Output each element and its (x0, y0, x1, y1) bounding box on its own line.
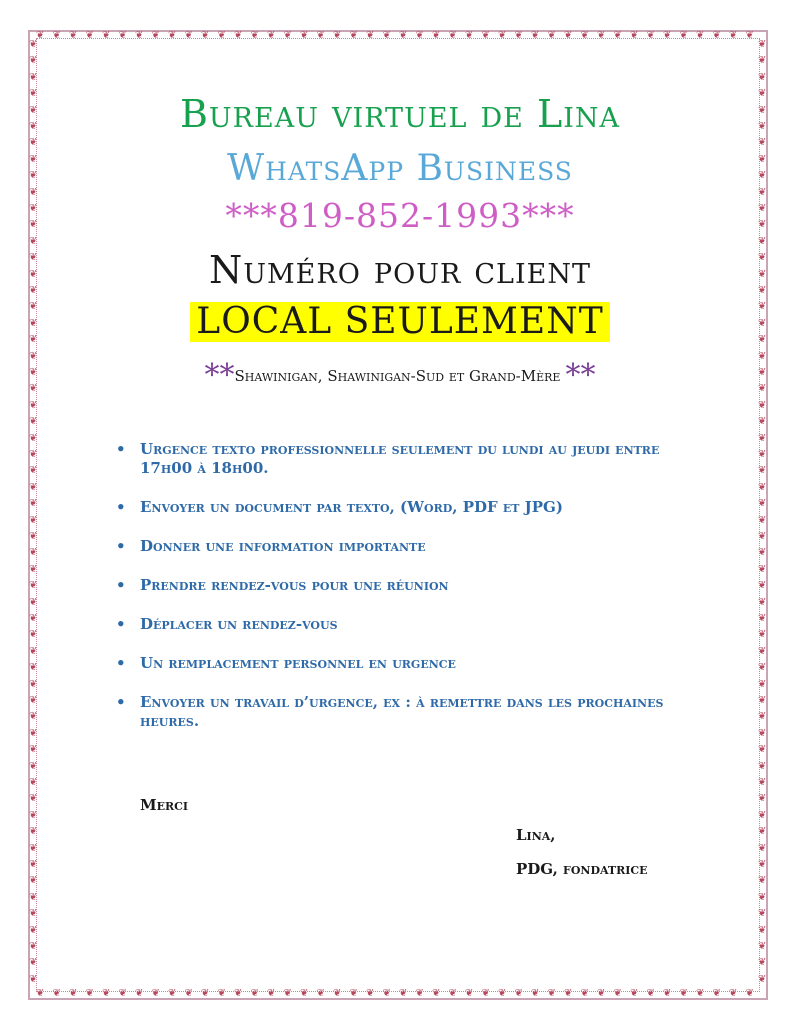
frame-ornament: ❦ (432, 30, 441, 41)
frame-ornament: ❦ (547, 30, 556, 41)
frame-ornament: ❦ (29, 170, 38, 182)
list-item: • Envoyer un document par texto, (Word, PDF et JPG) (110, 498, 710, 517)
frame-ornament: ❦ (465, 30, 474, 41)
list-item: • Un remplacement personnel en urgence (110, 654, 710, 673)
frame-ornament: ❦ (283, 30, 292, 41)
frame-ornament: ❦ (135, 30, 144, 41)
frame-ornament: ❦ (758, 317, 767, 329)
frame-ornament: ❦ (758, 760, 767, 772)
list-item: • Urgence texto professionnelle seulement du lundi au jeudi entre 17h00 à 18h00. (110, 440, 710, 478)
list-item: • Donner une information importante (110, 537, 710, 556)
frame-ornament: ❦ (758, 924, 767, 936)
frame-ornament: ❦ (758, 55, 767, 67)
frame-ornament: ❦ (514, 988, 523, 999)
frame-ornament: ❦ (758, 777, 767, 788)
frame-ornament: ❦ (349, 30, 358, 41)
frame-ornament: ❦ (29, 301, 38, 313)
frame-ornament: ❦ (29, 416, 38, 428)
frame-ornament: ❦ (679, 988, 688, 999)
frame-ornament: ❦ (758, 432, 767, 444)
frame-ornament: ❦ (29, 203, 38, 214)
frame-ornament: ❦ (29, 334, 38, 346)
frame-ornament: ❦ (758, 449, 767, 460)
frame-ornament: ❦ (729, 988, 738, 999)
list-item: • Prendre rendez-vous pour une réunion (110, 576, 710, 595)
frame-ornament: ❦ (758, 481, 767, 493)
frame-ornament: ❦ (29, 613, 38, 624)
frame-ornament: ❦ (29, 727, 38, 739)
frame-ornament: ❦ (184, 30, 193, 41)
frame-ornament: ❦ (758, 973, 767, 985)
frame-ornament: ❦ (745, 988, 754, 999)
frame-ornament: ❦ (712, 30, 721, 41)
frame-ornament: ❦ (52, 988, 61, 999)
frame-ornament: ❦ (498, 30, 507, 41)
frame-ornament: ❦ (758, 957, 767, 969)
frame-ornament: ❦ (758, 203, 767, 214)
title-numero-client: Numéro pour client (209, 248, 591, 292)
frame-ornament: ❦ (316, 30, 325, 41)
frame-ornament: ❦ (758, 678, 767, 690)
frame-ornament: ❦ (69, 30, 78, 41)
stars-right: ** (565, 358, 596, 393)
frame-ornament: ❦ (448, 30, 457, 41)
frame-ornament: ❦ (613, 988, 622, 999)
frame-ornament: ❦ (758, 71, 767, 83)
frame-ornament: ❦ (29, 350, 38, 362)
frame-ornament: ❦ (758, 596, 767, 608)
frame-ornament: ❦ (630, 30, 639, 41)
frame-ornament: ❦ (696, 988, 705, 999)
frame-ornament: ❦ (597, 988, 606, 999)
frame-ornament: ❦ (758, 613, 767, 624)
frame-ornament: ❦ (234, 30, 243, 41)
frame-ornament: ❦ (758, 645, 767, 657)
frame-ornament: ❦ (102, 30, 111, 41)
frame-ornament: ❦ (29, 235, 38, 247)
frame-ornament: ❦ (646, 30, 655, 41)
frame-ornament: ❦ (531, 30, 540, 41)
frame-ornament: ❦ (758, 268, 767, 280)
frame-ornament: ❦ (564, 988, 573, 999)
frame-ornament: ❦ (630, 988, 639, 999)
frame-ornament: ❦ (758, 170, 767, 182)
frame-ornament: ❦ (283, 988, 292, 999)
list-item: • Déplacer un rendez-vous (110, 615, 710, 634)
frame-ornament: ❦ (758, 711, 767, 723)
frame-ornament: ❦ (29, 809, 38, 821)
frame-ornament: ❦ (758, 350, 767, 362)
frame-ornament: ❦ (498, 988, 507, 999)
frame-ornament: ❦ (712, 988, 721, 999)
frame-ornament: ❦ (758, 383, 767, 395)
frame-ornament: ❦ (267, 30, 276, 41)
frame-ornament: ❦ (758, 465, 767, 477)
frame-ornament: ❦ (758, 104, 767, 116)
frame-ornament: ❦ (547, 988, 556, 999)
frame-ornament: ❦ (29, 514, 38, 526)
frame-ornament: ❦ (29, 580, 38, 592)
frame-ornament: ❦ (29, 219, 38, 231)
frame-ornament: ❦ (333, 988, 342, 999)
frame-ornament: ❦ (481, 30, 490, 41)
frame-ornament: ❦ (29, 941, 38, 952)
frame-ornament: ❦ (300, 30, 309, 41)
frame-ornament: ❦ (465, 988, 474, 999)
frame-ornament: ❦ (29, 695, 38, 706)
frame-ornament: ❦ (29, 481, 38, 493)
frame-ornament: ❦ (758, 727, 767, 739)
frame-ornament: ❦ (758, 367, 767, 378)
frame-ornament: ❦ (514, 30, 523, 41)
frame-ornament: ❦ (758, 695, 767, 706)
frame-ornament: ❦ (758, 514, 767, 526)
frame-ornament: ❦ (29, 793, 38, 805)
frame-ornament: ❦ (758, 842, 767, 854)
frame-ornament: ❦ (36, 30, 45, 41)
frame-ornament: ❦ (758, 416, 767, 428)
frame-ornament: ❦ (758, 580, 767, 592)
frame-ornament: ❦ (217, 988, 226, 999)
frame-ornament: ❦ (415, 988, 424, 999)
frame-ornament: ❦ (349, 988, 358, 999)
frame-ornament: ❦ (448, 988, 457, 999)
frame-ornament: ❦ (758, 399, 767, 411)
frame-ornament: ❦ (29, 875, 38, 887)
frame-ornament: ❦ (85, 30, 94, 41)
frame-ornament: ❦ (399, 988, 408, 999)
frame-ornament: ❦ (29, 432, 38, 444)
frame-ornament: ❦ (29, 88, 38, 100)
frame-ornament: ❦ (29, 957, 38, 969)
frame-ornament: ❦ (758, 186, 767, 198)
frame-ornament: ❦ (432, 988, 441, 999)
frame-ornament: ❦ (151, 30, 160, 41)
frame-ornament: ❦ (29, 104, 38, 116)
frame-ornament: ❦ (597, 30, 606, 41)
service-area (0, 358, 800, 393)
frame-ornament: ❦ (29, 498, 38, 510)
frame-ornament: ❦ (29, 777, 38, 788)
frame-ornament: ❦ (758, 744, 767, 756)
frame-ornament: ❦ (29, 891, 38, 903)
frame-ornament: ❦ (250, 988, 259, 999)
frame-ornament: ❦ (758, 908, 767, 920)
frame-ornament: ❦ (758, 39, 767, 50)
frame-ornament: ❦ (758, 153, 767, 165)
title-whatsapp-business: WhatsApp Business (227, 148, 573, 189)
frame-ornament: ❦ (168, 30, 177, 41)
thanks-text: Merci (140, 796, 189, 814)
frame-ornament: ❦ (29, 449, 38, 460)
frame-ornament: ❦ (29, 268, 38, 280)
frame-ornament: ❦ (758, 793, 767, 805)
frame-ornament: ❦ (758, 121, 767, 132)
signature-role: PDG, fondatrice (516, 860, 648, 878)
frame-ornament: ❦ (29, 367, 38, 378)
frame-ornament: ❦ (366, 988, 375, 999)
local-only-label: LOCAL SEULEMENT (190, 302, 609, 342)
frame-ornament: ❦ (382, 30, 391, 41)
frame-ornament: ❦ (29, 531, 38, 542)
frame-ornament: ❦ (415, 30, 424, 41)
frame-ornament: ❦ (758, 219, 767, 231)
frame-ornament: ❦ (29, 645, 38, 657)
frame-ornament: ❦ (29, 924, 38, 936)
frame-ornament: ❦ (29, 252, 38, 264)
frame-ornament: ❦ (29, 137, 38, 149)
frame-ornament: ❦ (184, 988, 193, 999)
frame-ornament: ❦ (29, 678, 38, 690)
frame-ornament: ❦ (69, 988, 78, 999)
list-item: • Envoyer un travail d’urgence, ex : à remettre dans les prochaines heures. (110, 693, 710, 731)
frame-ornament: ❦ (102, 988, 111, 999)
frame-ornament: ❦ (758, 891, 767, 903)
frame-ornament: ❦ (29, 842, 38, 854)
frame-ornament: ❦ (758, 137, 767, 149)
frame-ornament: ❦ (29, 662, 38, 674)
frame-ornament: ❦ (52, 30, 61, 41)
frame-ornament: ❦ (758, 941, 767, 952)
frame-ornament: ❦ (151, 988, 160, 999)
frame-ornament: ❦ (758, 88, 767, 100)
frame-ornament: ❦ (29, 399, 38, 411)
frame-ornament: ❦ (29, 39, 38, 50)
frame-ornament: ❦ (250, 30, 259, 41)
frame-ornament: ❦ (758, 826, 767, 838)
local-only-banner (0, 302, 800, 342)
frame-ornament: ❦ (300, 988, 309, 999)
frame-ornament: ❦ (118, 988, 127, 999)
frame-ornament: ❦ (29, 71, 38, 83)
phone-number: ***819-852-1993*** (225, 196, 575, 235)
frame-ornament: ❦ (399, 30, 408, 41)
frame-ornament: ❦ (29, 596, 38, 608)
frame-ornament: ❦ (29, 760, 38, 772)
frame-ornament: ❦ (29, 859, 38, 870)
frame-ornament: ❦ (758, 547, 767, 559)
frame-ornament: ❦ (366, 30, 375, 41)
frame-ornament: ❦ (29, 973, 38, 985)
frame-ornament: ❦ (168, 988, 177, 999)
frame-ornament: ❦ (29, 383, 38, 395)
frame-ornament: ❦ (36, 988, 45, 999)
title-bureau-virtuel: Bureau virtuel de Lina (179, 92, 620, 136)
frame-ornament: ❦ (135, 988, 144, 999)
frame-ornament: ❦ (29, 186, 38, 198)
frame-ornament: ❦ (29, 465, 38, 477)
frame-ornament: ❦ (29, 55, 38, 67)
frame-ornament: ❦ (201, 988, 210, 999)
frame-ornament: ❦ (29, 563, 38, 575)
frame-ornament: ❦ (29, 121, 38, 132)
frame-ornament: ❦ (663, 30, 672, 41)
frame-ornament: ❦ (696, 30, 705, 41)
frame-ornament: ❦ (531, 988, 540, 999)
frame-ornament: ❦ (613, 30, 622, 41)
frame-ornament: ❦ (234, 988, 243, 999)
frame-ornament: ❦ (29, 547, 38, 559)
frame-ornament: ❦ (333, 30, 342, 41)
frame-ornament: ❦ (382, 988, 391, 999)
frame-ornament: ❦ (564, 30, 573, 41)
frame-ornament: ❦ (758, 285, 767, 296)
frame-ornament: ❦ (316, 988, 325, 999)
frame-ornament: ❦ (729, 30, 738, 41)
frame-ornament: ❦ (29, 629, 38, 641)
service-list (110, 440, 710, 751)
service-area-text: Shawinigan, Shawinigan-Sud et Grand-Mère (234, 367, 561, 385)
frame-ornament: ❦ (29, 285, 38, 296)
frame-ornament: ❦ (758, 629, 767, 641)
frame-ornament: ❦ (481, 988, 490, 999)
frame-ornament: ❦ (29, 153, 38, 165)
frame-ornament: ❦ (758, 531, 767, 542)
frame-ornament: ❦ (29, 744, 38, 756)
frame-ornament: ❦ (580, 30, 589, 41)
frame-ornament: ❦ (217, 30, 226, 41)
frame-ornament: ❦ (580, 988, 589, 999)
frame-ornament: ❦ (29, 908, 38, 920)
signature-name: Lina, (516, 826, 556, 844)
stars-left: ** (204, 358, 235, 393)
frame-ornament: ❦ (29, 826, 38, 838)
frame-ornament: ❦ (758, 252, 767, 264)
frame-ornament: ❦ (201, 30, 210, 41)
frame-ornament: ❦ (646, 988, 655, 999)
frame-ornament: ❦ (758, 235, 767, 247)
frame-ornament: ❦ (758, 875, 767, 887)
frame-ornament: ❦ (679, 30, 688, 41)
frame-ornament: ❦ (118, 30, 127, 41)
frame-ornament: ❦ (663, 988, 672, 999)
frame-ornament: ❦ (29, 711, 38, 723)
frame-ornament: ❦ (758, 563, 767, 575)
frame-ornament: ❦ (758, 301, 767, 313)
frame-ornament: ❦ (758, 662, 767, 674)
frame-ornament: ❦ (758, 334, 767, 346)
frame-ornament: ❦ (758, 498, 767, 510)
frame-ornament: ❦ (85, 988, 94, 999)
frame-ornament: ❦ (758, 809, 767, 821)
frame-ornament: ❦ (758, 859, 767, 870)
frame-ornament: ❦ (29, 317, 38, 329)
frame-ornament: ❦ (745, 30, 754, 41)
frame-ornament: ❦ (267, 988, 276, 999)
